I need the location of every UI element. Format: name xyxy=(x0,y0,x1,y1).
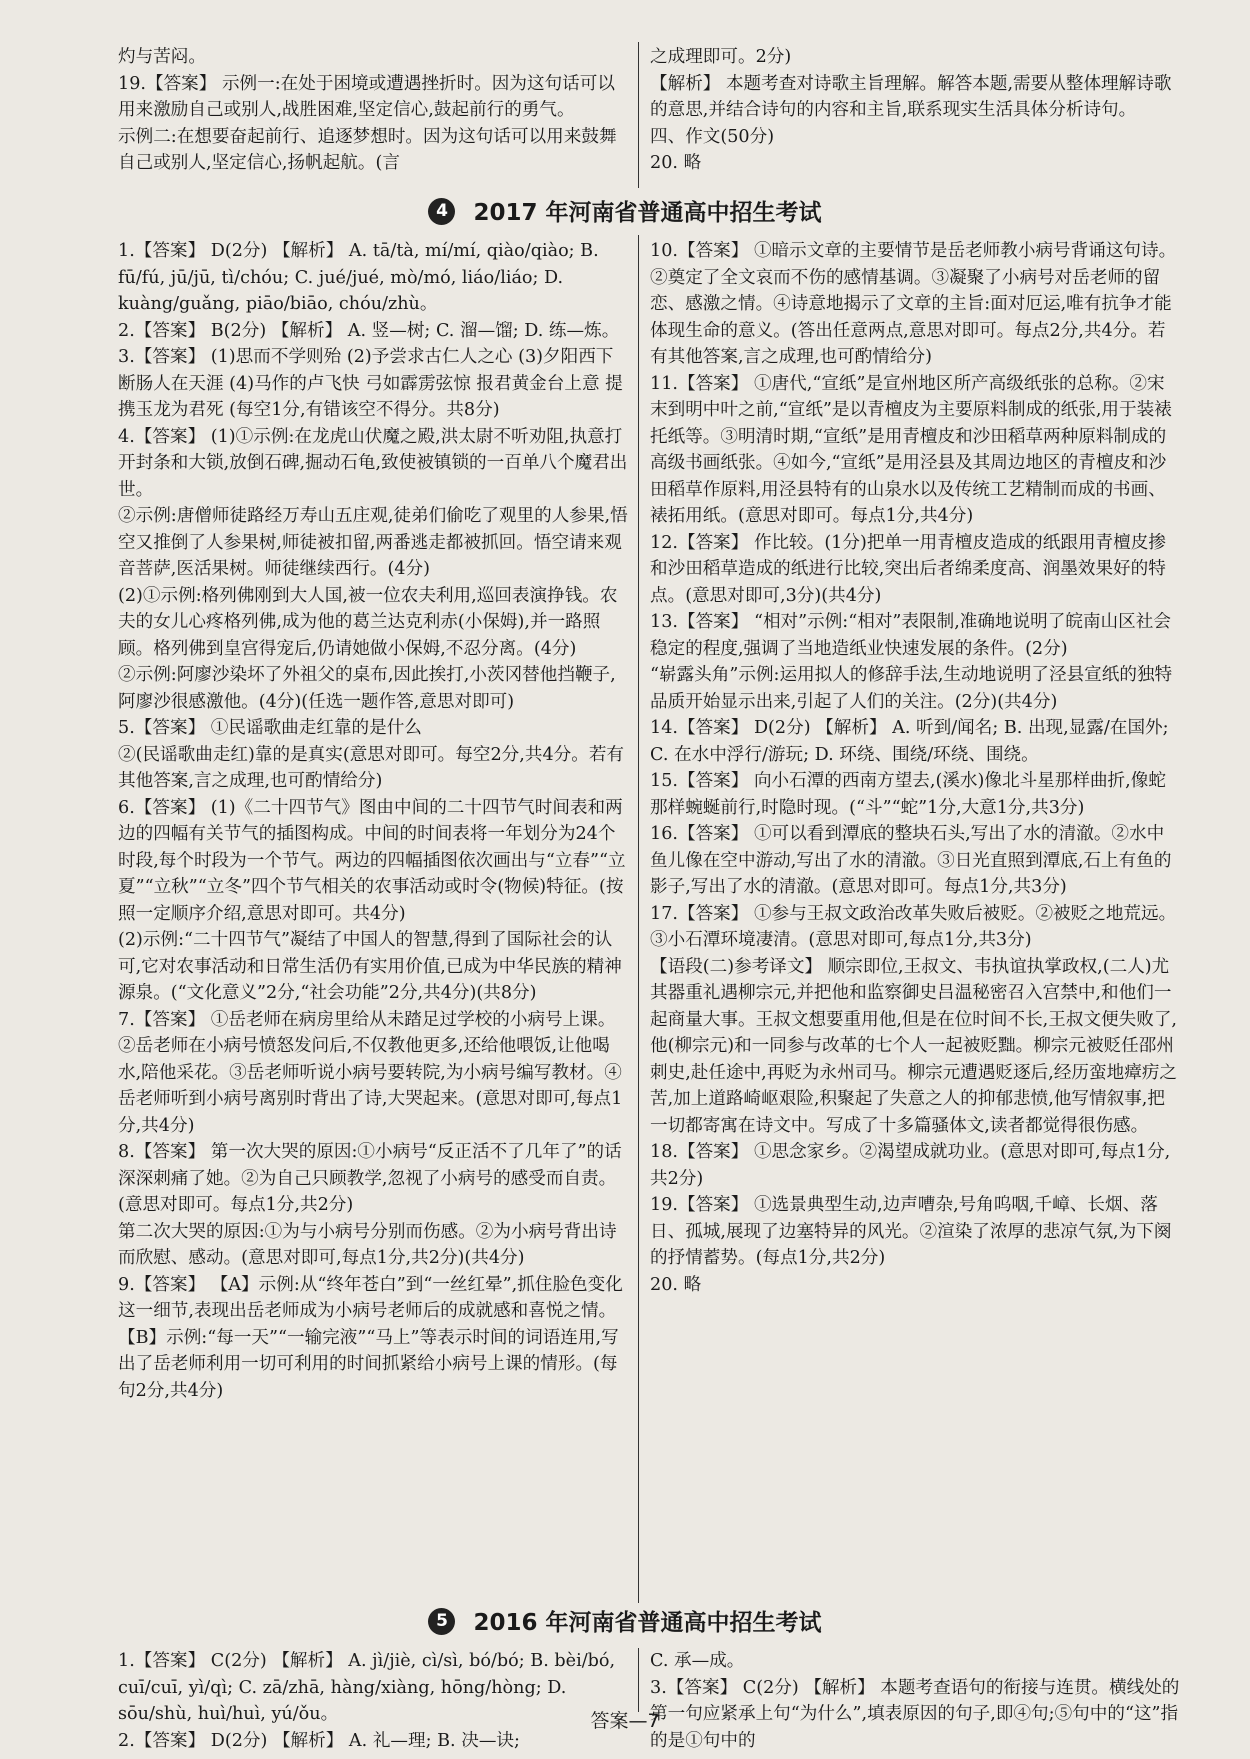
answer-paragraph: 1.【答案】 D(2分) 【解析】 A. tā/tà, mí/mí, qiào/qiào; B. fū/fú, jū/jū, tì/chóu; C. jué/jué, mò/mó, liáo/liáo; D. kuàng/guǎng, piāo/biāo, chóu/zhù。 xyxy=(118,241,599,314)
column-divider-s4 xyxy=(638,235,639,1603)
answer-paragraph: 第二次大哭的原因:①为与小病号分别而伤感。②为小病号背出诗而欣慰、感动。(意思对即可,每点1分,共2分)(共4分) xyxy=(118,1221,617,1268)
answer-paragraph: 17.【答案】 ①参与王叔文政治改革失败后被贬。②被贬之地荒远。③小石潭环境凄清。(意思对即可,每点1分,共3分) xyxy=(650,903,1177,950)
answer-paragraph: 3.【答案】 (1)思而不学则殆 (2)予尝求古仁人之心 (3)夕阳西下 断肠人在天涯 (4)马作的卢飞快 弓如霹雳弦惊 报君黄金台上意 提携玉龙为君死 (每空1分,有错该空不得分。共8分) xyxy=(118,347,623,420)
section-4-right-column xyxy=(650,238,1180,1298)
answer-paragraph: 18.【答案】 ①思念家乡。②渴望成就功业。(意思对即可,每点1分,共2分) xyxy=(650,1142,1171,1189)
section-number-5: 5 xyxy=(428,1608,455,1635)
answer-paragraph: 11.【答案】 ①唐代,“宣纸”是宣州地区所产高级纸张的总称。②宋末到明中叶之前,“宣纸”是以青檀皮为主要原料制成的纸张,用于装裱托纸等。③明清时期,“宣纸”是用青檀皮和沙田稻草两种原料制成的高级书画纸张。④如今,“宣纸”是用泾县及其周边地区的青檀皮和沙田稻草作原料,用泾县特有的山泉水以及传统工艺精制而成的书画、裱拓用纸。(意思对即可。每点1分,共4分) xyxy=(650,373,1172,526)
answer-paragraph: 四、作文(50分) xyxy=(650,126,775,147)
answer-paragraph: 20. 略 xyxy=(650,1274,702,1295)
answer-paragraph: 14.【答案】 D(2分) 【解析】 A. 听到/闻名; B. 出现,显露/在国外; C. 在水中浮行/游玩; D. 环绕、围绕/环绕、围绕。 xyxy=(650,718,1169,765)
top-left-column xyxy=(118,44,630,177)
answer-paragraph: ②示例:阿廖沙染坏了外祖父的桌布,因此挨打,小茨冈替他挡鞭子,阿廖沙很感激他。(4分)(任选一题作答,意思对即可) xyxy=(118,665,616,712)
answer-paragraph: 8.【答案】 第一次大哭的原因:①小病号“反正活不了几年了”的话深深刺痛了她。②为自己只顾教学,忽视了小病号的感受而自责。(意思对即可。每点1分,共2分) xyxy=(118,1142,622,1215)
answer-paragraph: 12.【答案】 作比较。(1分)把单一用青檀皮造成的纸跟用青檀皮掺和沙田稻草造成的纸进行比较,突出后者绵柔度高、润墨效果好的特点。(意思对即可,3分)(共4分) xyxy=(650,532,1166,606)
section-5-title: 2016 年河南省普通高中招生考试 xyxy=(473,1610,822,1636)
answer-paragraph: “崭露头角”示例:运用拟人的修辞手法,生动地说明了泾县宣纸的独特品质开始显示出来,引起了人们的关注。(2分)(共4分) xyxy=(650,665,1173,712)
answer-paragraph: ②(民谣歌曲走红)靠的是真实(意思对即可。每空2分,共4分。若有其他答案,言之成理,也可酌情给分) xyxy=(118,744,625,791)
section-4-left-column xyxy=(118,238,630,1404)
top-right-column xyxy=(650,44,1180,177)
answer-paragraph: 13.【答案】 “相对”示例:“相对”表限制,准确地说明了皖南山区社会稳定的程度,强调了当地造纸业快速发展的条件。(2分) xyxy=(650,612,1171,659)
answer-paragraph: 【语段(二)参考译文】 顺宗即位,王叔文、韦执谊执掌政权,(二人)尤其器重礼遇柳宗元,并把他和监察御史吕温秘密召入宫禁中,和他们一起商量大事。王叔文想要重用他,但是在位时间不长,王叔文便失败了,他(柳宗元)和一同参与改革的七个人一起被贬黜。柳宗元被贬任邵州刺史,赴任途中,再贬为永州司马。柳宗元遭遇贬逐后,经历蛮地瘴疠之苦,加上道路崎岖艰险,积聚起了失意之人的抑郁悲愤,他写情叙事,把一切都寄寓在诗文中。写成了十多篇骚体文,读者都觉得很伤感。 xyxy=(650,956,1177,1136)
answer-paragraph: 4.【答案】 (1)①示例:在龙虎山伏魔之殿,洪太尉不听劝阻,执意打开封条和大锁,放倒石碑,掘动石龟,致使被镇锁的一百单八个魔君出世。 xyxy=(118,426,628,500)
answer-paragraph: 示例二:在想要奋起前行、追逐梦想时。因为这句话可以用来鼓舞自己或别人,坚定信心,扬帆起航。(言 xyxy=(118,126,617,173)
answer-paragraph: 9.【答案】 【A】示例:从“终年苍白”到“一丝红晕”,抓住脸色变化这一细节,表现出岳老师成为小病号老师后的成就感和喜悦之情。 xyxy=(118,1274,623,1321)
answer-paragraph: 3.【答案】 C(2分) 【解析】 本题考查语句的衔接与连贯。横线处的第一句应紧承上句“为什么”,填表原因的句子,即④句;⑤句中的“这”指的是①句中的 xyxy=(650,1677,1180,1751)
answer-paragraph: (2)示例:“二十四节气”凝结了中国人的智慧,得到了国际社会的认可,它对农事活动和日常生活仍有实用价值,已成为中华民族的精神源泉。(“文化意义”2分,“社会功能”2分,共4分)(共8分) xyxy=(118,930,622,1003)
answer-paragraph: 1.【答案】 C(2分) 【解析】 A. jì/jiè, cì/sì, bó/bó; B. bèi/bó, cuī/cuī, yì/qì; C. zā/zhā, hàng/xiàng, hōng/hòng; D. sōu/shù, huì/huì, yú/ǒu。 xyxy=(118,1651,616,1724)
answer-paragraph: 5.【答案】 ①民谣歌曲走红靠的是什么 xyxy=(118,718,422,738)
section-4-title: 2017 年河南省普通高中招生考试 xyxy=(473,200,822,226)
answer-paragraph: 之成理即可。2分) xyxy=(650,47,792,67)
section-5-left-column xyxy=(118,1648,630,1754)
section-5-right-column xyxy=(650,1648,1180,1754)
answer-paragraph: 【解析】 本题考查对诗歌主旨理解。解答本题,需要从整体理解诗歌的意思,并结合诗句的内容和主旨,联系现实生活具体分析诗句。 xyxy=(650,73,1172,120)
section-number-4: 4 xyxy=(428,198,455,225)
answer-paragraph: 【B】示例:“每一天”“一输完液”“马上”等表示时间的词语连用,写出了岳老师利用一切可利用的时间抓紧给小病号上课的情形。(每句2分,共4分) xyxy=(118,1327,619,1401)
answer-paragraph: 6.【答案】 (1)《二十四节气》图由中间的二十四节气时间表和两边的四幅有关节气的插图构成。中间的时间表将一年划分为24个时段,每个时段为一个节气。两边的四幅插图依次画出与“立春”“立夏”“立秋”“立冬”四个节气相关的农事活动或时令(物候)特征。(按照一定顺序介绍,意思对即可。共4分) xyxy=(118,797,626,924)
answer-paragraph: 19.【答案】 ①选景典型生动,边声嘈杂,号角呜咽,千嶂、长烟、落日、孤城,展现了边塞特异的风光。②渲染了浓厚的悲凉气氛,为下阕的抒情蓄势。(每点1分,共2分) xyxy=(650,1195,1172,1268)
answer-paragraph: 15.【答案】 向小石潭的西南方望去,(溪水)像北斗星那样曲折,像蛇那样蜿蜒前行,时隐时现。(“斗”“蛇”1分,大意1分,共3分) xyxy=(650,771,1166,818)
answer-paragraph: 20. 略 xyxy=(650,153,702,173)
answer-paragraph: (2)①示例:格列佛刚到大人国,被一位农夫利用,巡回表演挣钱。农夫的女儿心疼格列佛,成为他的葛兰达克利赤(小保姆),并一路照顾。格列佛到皇宫得宠后,仍请她做小保姆,不忍分离。(4分) xyxy=(118,585,618,659)
section-5-heading xyxy=(0,1606,1250,1640)
section-4-heading xyxy=(0,196,1250,230)
answer-paragraph: ②示例:唐僧师徒路经万寿山五庄观,徒弟们偷吃了观里的人参果,悟空又推倒了人参果树,师徒被扣留,两番逃走都被抓回。悟空请来观音菩萨,医活果树。师徒继续西行。(4分) xyxy=(118,506,628,579)
answer-paragraph: 2.【答案】 B(2分) 【解析】 A. 竖—树; C. 溜—馏; D. 练—炼。 xyxy=(118,320,620,341)
page-footer: 答案—7 xyxy=(590,1710,660,1732)
answer-paragraph: C. 承—成。 xyxy=(650,1651,745,1671)
answer-paragraph: 2.【答案】 D(2分) 【解析】 A. 礼—理; B. 决—诀; xyxy=(118,1730,520,1751)
answer-paragraph: 灼与苦闷。 xyxy=(118,47,206,67)
answer-paragraph: 7.【答案】 ①岳老师在病房里给从未踏足过学校的小病号上课。②岳老师在小病号愤怒发问后,不仅教他更多,还给他喂饭,让他喝水,陪他采花。③岳老师听说小病号要转院,为小病号编写教材。④岳老师听到小病号离别时背出了诗,大哭起来。(意思对即可,每点1分,共4分) xyxy=(118,1009,623,1136)
column-divider-s5 xyxy=(638,1648,639,1712)
answer-paragraph: 10.【答案】 ①暗示文章的主要情节是岳老师教小病号背诵这句诗。②奠定了全文哀而不伤的感情基调。③凝聚了小病号对岳老师的留恋、感激之情。④诗意地揭示了文章的主旨:面对厄运,唯有抗争才能体现生命的意义。(答出任意两点,意思对即可。每点2分,共4分。若有其他答案,言之成理,也可酌情给分) xyxy=(650,241,1177,367)
answer-paragraph: 19.【答案】 示例一:在处于困境或遭遇挫折时。因为这句话可以用来激励自己或别人,战胜困难,坚定信心,鼓起前行的勇气。 xyxy=(118,73,615,120)
answer-paragraph: 16.【答案】 ①可以看到潭底的整块石头,写出了水的清澈。②水中鱼儿像在空中游动,写出了水的清澈。③日光直照到潭底,石上有鱼的影子,写出了水的清澈。(意思对即可。每点1分,共3分) xyxy=(650,824,1172,897)
column-divider-top xyxy=(638,42,639,188)
